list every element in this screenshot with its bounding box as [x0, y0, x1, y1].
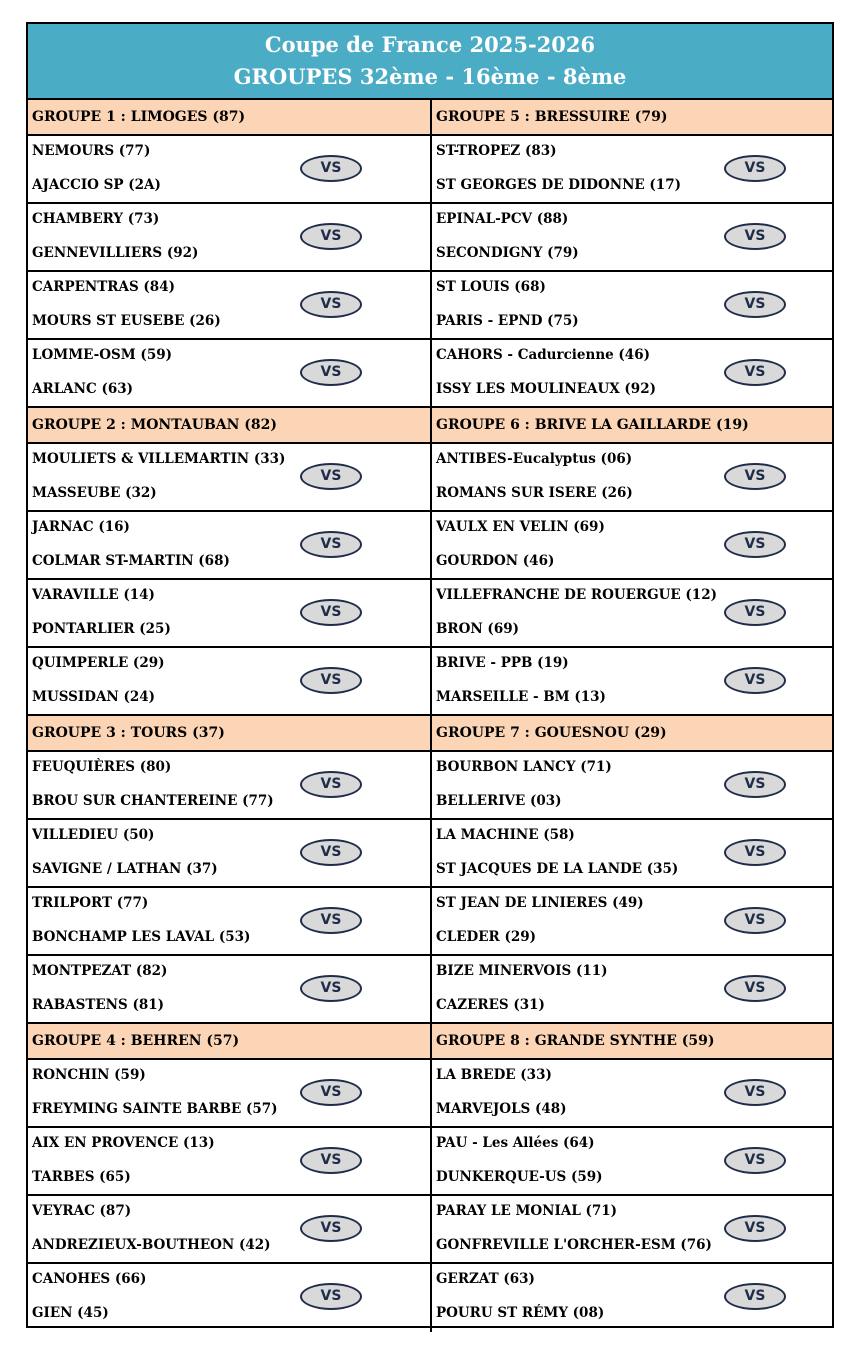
vs-badge: VS — [724, 907, 786, 934]
vs-badge: VS — [300, 975, 362, 1002]
home-team: JARNAC (16) — [32, 519, 130, 535]
match-row — [432, 1060, 832, 1128]
match-row — [28, 648, 430, 716]
away-team: MUSSIDAN (24) — [32, 689, 156, 705]
home-team: CANOHES (66) — [32, 1271, 147, 1287]
vs-badge: VS — [300, 1079, 362, 1106]
left-column — [28, 100, 432, 1332]
away-team: CAZERES (31) — [436, 997, 545, 1013]
vs-badge: VS — [724, 1147, 786, 1174]
home-team: BIZE MINERVOIS (11) — [436, 963, 608, 979]
vs-badge: VS — [724, 599, 786, 626]
match-row — [432, 580, 832, 648]
home-team: FEUQUIÈRES (80) — [32, 759, 172, 775]
away-team: GENNEVILLIERS (92) — [32, 245, 199, 261]
away-team: MOURS ST EUSEBE (26) — [32, 313, 221, 329]
away-team: BELLERIVE (03) — [436, 793, 562, 809]
away-team: POURU ST RÉMY (08) — [436, 1305, 605, 1321]
vs-badge: VS — [724, 1215, 786, 1242]
vs-badge: VS — [724, 223, 786, 250]
group-title: GROUPE 1 : LIMOGES (87) — [28, 100, 430, 136]
group-block — [28, 1024, 430, 1332]
match-row — [28, 956, 430, 1024]
vs-badge: VS — [724, 771, 786, 798]
group-title: GROUPE 7 : GOUESNOU (29) — [432, 716, 832, 752]
away-team: RABASTENS (81) — [32, 997, 165, 1013]
match-row — [432, 956, 832, 1024]
match-row — [28, 1128, 430, 1196]
home-team: EPINAL-PCV (88) — [436, 211, 569, 227]
group-title: GROUPE 3 : TOURS (37) — [28, 716, 430, 752]
group-block — [432, 716, 832, 1024]
home-team: VEYRAC (87) — [32, 1203, 132, 1219]
vs-badge: VS — [300, 839, 362, 866]
home-team: CARPENTRAS (84) — [32, 279, 175, 295]
away-team: COLMAR ST-MARTIN (68) — [32, 553, 230, 569]
away-team: ST JACQUES DE LA LANDE (35) — [436, 861, 679, 877]
vs-badge: VS — [300, 1147, 362, 1174]
match-row — [28, 204, 430, 272]
home-team: VARAVILLE (14) — [32, 587, 155, 603]
home-team: PARAY LE MONIAL (71) — [436, 1203, 618, 1219]
group-title: GROUPE 8 : GRANDE SYNTHE (59) — [432, 1024, 832, 1060]
home-team: MONTPEZAT (82) — [32, 963, 168, 979]
match-row — [28, 1264, 430, 1332]
match-row — [28, 820, 430, 888]
group-block — [432, 100, 832, 408]
match-row — [28, 580, 430, 648]
away-team: ROMANS SUR ISERE (26) — [436, 485, 633, 501]
away-team: CLEDER (29) — [436, 929, 537, 945]
away-team: MASSEUBE (32) — [32, 485, 157, 501]
home-team: BOURBON LANCY (71) — [436, 759, 612, 775]
vs-badge: VS — [300, 599, 362, 626]
page-subtitle: GROUPES 32ème - 16ème - 8ème — [233, 64, 627, 89]
away-team: ISSY LES MOULINEAUX (92) — [436, 381, 656, 397]
home-team: BRIVE - PPB (19) — [436, 655, 569, 671]
home-team: ST LOUIS (68) — [436, 279, 546, 295]
match-row — [28, 136, 430, 204]
match-row — [432, 340, 832, 408]
away-team: ARLANC (63) — [32, 381, 134, 397]
vs-badge: VS — [300, 291, 362, 318]
home-team: MOULIETS & VILLEMARTIN (33) — [32, 451, 286, 467]
home-team: RONCHIN (59) — [32, 1067, 146, 1083]
home-team: LOMME-OSM (59) — [32, 347, 172, 363]
match-row — [432, 512, 832, 580]
home-team: ST JEAN DE LINIERES (49) — [436, 895, 644, 911]
home-team: LA BREDE (33) — [436, 1067, 552, 1083]
home-team: VAULX EN VELIN (69) — [436, 519, 605, 535]
away-team: MARVEJOLS (48) — [436, 1101, 567, 1117]
group-block — [28, 408, 430, 716]
page-header — [28, 24, 832, 100]
vs-badge: VS — [300, 1215, 362, 1242]
vs-badge: VS — [724, 155, 786, 182]
away-team: DUNKERQUE-US (59) — [436, 1169, 603, 1185]
match-row — [28, 888, 430, 956]
home-team: VILLEFRANCHE DE ROUERGUE (12) — [436, 587, 717, 603]
away-team: FREYMING SAINTE BARBE (57) — [32, 1101, 278, 1117]
match-row — [432, 204, 832, 272]
vs-badge: VS — [300, 463, 362, 490]
home-team: QUIMPERLE (29) — [32, 655, 165, 671]
away-team: ANDREZIEUX-BOUTHEON (42) — [32, 1237, 271, 1253]
home-team: CAHORS - Cadurcienne (46) — [436, 347, 650, 363]
home-team: CHAMBERY (73) — [32, 211, 160, 227]
away-team: MARSEILLE - BM (13) — [436, 689, 606, 705]
home-team: VILLEDIEU (50) — [32, 827, 155, 843]
away-team: BROU SUR CHANTEREINE (77) — [32, 793, 274, 809]
vs-badge: VS — [300, 667, 362, 694]
away-team: AJACCIO SP (2A) — [32, 177, 161, 193]
home-team: ST-TROPEZ (83) — [436, 143, 557, 159]
home-team: AIX EN PROVENCE (13) — [32, 1135, 215, 1151]
away-team: GOURDON (46) — [436, 553, 555, 569]
away-team: SECONDIGNY (79) — [436, 245, 579, 261]
page-title: Coupe de France 2025-2026 — [264, 32, 596, 57]
away-team: PARIS - EPND (75) — [436, 313, 579, 329]
vs-badge: VS — [300, 531, 362, 558]
vs-badge: VS — [724, 531, 786, 558]
vs-badge: VS — [724, 839, 786, 866]
match-row — [432, 648, 832, 716]
right-column — [432, 100, 832, 1332]
home-team: NEMOURS (77) — [32, 143, 151, 159]
match-row — [28, 340, 430, 408]
vs-badge: VS — [724, 291, 786, 318]
match-row — [28, 752, 430, 820]
away-team: GONFREVILLE L'ORCHER-ESM (76) — [436, 1237, 712, 1253]
match-row — [432, 444, 832, 512]
home-team: PAU - Les Allées (64) — [436, 1135, 595, 1151]
away-team: PONTARLIER (25) — [32, 621, 171, 637]
match-row — [28, 444, 430, 512]
vs-badge: VS — [724, 1283, 786, 1310]
vs-badge: VS — [300, 359, 362, 386]
home-team: TRILPORT (77) — [32, 895, 149, 911]
away-team: GIEN (45) — [32, 1305, 109, 1321]
match-row — [432, 136, 832, 204]
match-row — [432, 1196, 832, 1264]
group-title: GROUPE 2 : MONTAUBAN (82) — [28, 408, 430, 444]
match-row — [432, 752, 832, 820]
away-team: ST GEORGES DE DIDONNE (17) — [436, 177, 681, 193]
home-team: LA MACHINE (58) — [436, 827, 575, 843]
group-block — [432, 1024, 832, 1332]
away-team: TARBES (65) — [32, 1169, 131, 1185]
group-block — [28, 100, 430, 408]
vs-badge: VS — [724, 359, 786, 386]
groups-sheet — [26, 22, 834, 1328]
away-team: BRON (69) — [436, 621, 519, 637]
match-row — [432, 1264, 832, 1332]
group-block — [432, 408, 832, 716]
group-title: GROUPE 5 : BRESSUIRE (79) — [432, 100, 832, 136]
vs-badge: VS — [300, 223, 362, 250]
vs-badge: VS — [300, 155, 362, 182]
vs-badge: VS — [724, 975, 786, 1002]
match-row — [432, 272, 832, 340]
vs-badge: VS — [724, 463, 786, 490]
match-row — [28, 272, 430, 340]
match-row — [28, 1060, 430, 1128]
group-title: GROUPE 6 : BRIVE LA GAILLARDE (19) — [432, 408, 832, 444]
group-block — [28, 716, 430, 1024]
match-row — [28, 512, 430, 580]
vs-badge: VS — [724, 1079, 786, 1106]
vs-badge: VS — [300, 771, 362, 798]
group-title: GROUPE 4 : BEHREN (57) — [28, 1024, 430, 1060]
home-team: ANTIBES-Eucalyptus (06) — [436, 451, 633, 467]
match-row — [432, 1128, 832, 1196]
match-row — [28, 1196, 430, 1264]
away-team: BONCHAMP LES LAVAL (53) — [32, 929, 251, 945]
vs-badge: VS — [300, 1283, 362, 1310]
vs-badge: VS — [300, 907, 362, 934]
vs-badge: VS — [724, 667, 786, 694]
match-row — [432, 888, 832, 956]
home-team: GERZAT (63) — [436, 1271, 535, 1287]
away-team: SAVIGNE / LATHAN (37) — [32, 861, 218, 877]
match-row — [432, 820, 832, 888]
